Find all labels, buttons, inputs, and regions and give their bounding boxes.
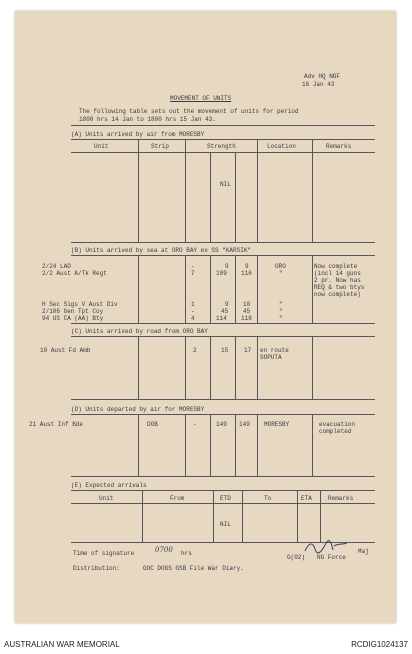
signature-time-unit: hrs — [181, 550, 192, 557]
sign-block-prefix: G(02) — [287, 554, 306, 561]
section-d-location: MORESBY — [264, 421, 290, 428]
section-d-top-rule — [71, 399, 375, 400]
section-b-unit: 2/24 LAD — [42, 263, 71, 270]
section-a-header-rule — [71, 139, 375, 140]
section-d-strength-3: 149 — [239, 421, 250, 428]
section-a-col-remarks: Remarks — [326, 143, 352, 150]
section-e-nil: NIL — [220, 521, 231, 528]
section-b-col-rule — [312, 255, 313, 323]
section-c-strength-2: 15 — [221, 347, 229, 354]
section-b-unit: 94 US CA (AA) Bty — [42, 315, 104, 322]
section-a-col-rule — [312, 139, 313, 242]
section-b-strength-2: 114 — [216, 315, 227, 322]
section-a-col-rule — [257, 139, 258, 242]
section-a-col-strip: Strip — [151, 143, 170, 150]
section-d-remark-1: evacuation — [319, 421, 356, 428]
section-c-strength-1: 2 — [193, 347, 197, 354]
sign-block-rank: Maj — [358, 548, 369, 555]
intro-line-2 — [79, 116, 216, 123]
section-a-top-rule — [71, 125, 375, 126]
section-e-col-to: To — [264, 495, 272, 502]
section-a-col-rule — [235, 152, 236, 242]
section-d-header-rule — [71, 414, 375, 415]
intro-text: Jan 43. — [190, 116, 216, 123]
section-b-unit: H Sec Sigs V Aust Div — [42, 301, 118, 308]
section-c-col-rule — [235, 336, 236, 399]
section-e-col-remarks: Remarks — [328, 495, 354, 502]
section-d-col-rule — [312, 414, 313, 476]
section-e-col-rule — [297, 490, 298, 542]
section-b-strength-3: 45 — [243, 308, 251, 315]
section-d-col-rule — [138, 414, 139, 476]
section-b-strength-3: 116 — [241, 270, 252, 277]
section-b-strength-3: 118 — [241, 315, 252, 322]
section-b-col-rule — [138, 255, 139, 323]
section-d-strip: DOB — [147, 421, 158, 428]
section-b-header-rule — [71, 255, 375, 256]
header-date-day: 16 — [302, 81, 310, 88]
section-e-header-rule — [71, 503, 375, 504]
section-e-col-rule — [320, 490, 321, 542]
intro-text: 1800 hrs — [79, 116, 108, 123]
section-b-remark: Now complete — [314, 263, 358, 270]
intro-line-1: The following table sets out the movement of units for period — [79, 108, 299, 115]
section-b-location: ORO — [275, 263, 286, 270]
header-date — [302, 81, 334, 88]
handwritten-signature — [303, 539, 349, 555]
section-d-col-rule — [210, 414, 211, 476]
section-b-strength-1: - — [191, 308, 195, 315]
section-b-remark: (incl 14 guns — [314, 270, 361, 277]
section-b-strength-3: 9 — [245, 263, 249, 270]
intro-text: Jan to 1800 hrs — [122, 116, 177, 123]
section-d-strength-1: - — [193, 421, 197, 428]
section-b-remark: REQ & two btys — [314, 284, 365, 291]
section-e-header-rule — [71, 490, 375, 491]
section-a-col-location: Location — [267, 143, 296, 150]
section-c-title: (C) Units arrived by road from ORO BAY — [71, 328, 208, 335]
section-b-strength-1: 1 — [191, 301, 195, 308]
section-e-col-from: From — [170, 495, 185, 502]
section-a-col-rule — [185, 139, 186, 242]
section-d-unit: 21 Aust Inf Bde — [29, 421, 84, 428]
section-e-col-eta: ETA — [301, 495, 312, 502]
section-b-col-rule — [210, 255, 211, 323]
section-c-header-rule — [71, 336, 375, 337]
section-c-location-1: en route — [260, 347, 289, 354]
intro-day-start: 14 — [111, 116, 119, 123]
section-e-col-rule — [242, 490, 243, 542]
section-c-col-rule — [185, 336, 186, 399]
signature-time-value: 0700 — [155, 546, 173, 554]
section-b-strength-2: 45 — [221, 308, 229, 315]
section-c-col-rule — [138, 336, 139, 399]
section-e-title: (E) Expected arrivals — [71, 482, 147, 489]
section-b-col-rule — [257, 255, 258, 323]
section-b-unit: 2/2 Aust A/Tk Regt — [42, 270, 107, 277]
section-c-location-2: SOPUTA — [260, 354, 282, 361]
section-b-location: " — [279, 301, 283, 308]
footer-bar — [0, 636, 412, 654]
section-c-unit: 10 Aust Fd Amb — [40, 347, 91, 354]
section-b-remark: 2 pr. Now has — [314, 277, 361, 284]
section-b-strength-3: 10 — [243, 301, 251, 308]
section-e-col-unit: Unit — [99, 495, 114, 502]
section-b-strength-2: 9 — [225, 301, 229, 308]
distribution-list: GOC DOGS GSB File War Diary. — [143, 565, 244, 572]
section-a-header-rule — [71, 152, 375, 153]
header-hq: Adv HQ NGF — [304, 73, 341, 80]
section-d-title: (D) Units departed by air for MORESBY — [71, 406, 205, 413]
section-c-col-rule — [257, 336, 258, 399]
section-b-location: " — [279, 270, 283, 277]
section-e-col-rule — [213, 490, 214, 542]
section-a-title: (A) Units arrived by air from MORESBY — [71, 131, 205, 138]
section-c-col-rule — [210, 336, 211, 399]
section-b-strength-2: 109 — [216, 270, 227, 277]
section-a-col-rule — [210, 152, 211, 242]
section-b-title: (B) Units arrived by sea at ORO BAY ex SS "KARSIK" — [71, 247, 252, 254]
footer-record-id: RCDIG1024137 — [351, 640, 408, 649]
header-date-rest: Jan 43 — [312, 81, 335, 88]
section-d-remark-2: completed — [319, 428, 352, 435]
section-e-col-rule — [142, 490, 143, 542]
section-a-col-rule — [138, 139, 139, 242]
section-b-strength-1: 7 — [191, 270, 195, 277]
section-b-unit: 2/106 Gen Tpt Coy — [42, 308, 104, 315]
section-c-strength-3: 17 — [244, 347, 252, 354]
footer-institution: AUSTRALIAN WAR MEMORIAL — [4, 640, 120, 649]
section-b-strength-1: 4 — [191, 315, 195, 322]
section-d-col-rule — [185, 414, 186, 476]
document-page — [15, 11, 396, 623]
section-b-col-rule — [185, 255, 186, 323]
section-b-strength-1: - — [191, 263, 195, 270]
section-a-col-strength: Strength — [207, 143, 236, 150]
section-a-bottom-rule — [71, 242, 375, 243]
section-b-remark: now complete) — [314, 291, 361, 298]
section-b-location: " — [279, 308, 283, 315]
section-e-col-etd: ETD — [220, 495, 231, 502]
sign-block-force: NG Force — [317, 554, 346, 561]
section-b-strength-2: 9 — [225, 263, 229, 270]
signature-time — [73, 550, 134, 557]
intro-day-end: 15 — [179, 116, 188, 123]
section-d-col-rule — [235, 414, 236, 476]
section-a-nil: NIL — [220, 181, 231, 188]
section-b-location: " — [279, 315, 283, 322]
section-d-bottom-rule — [71, 476, 375, 477]
section-a-col-unit: Unit — [94, 143, 109, 150]
section-c-top-rule — [71, 323, 375, 324]
section-d-strength-2: 149 — [216, 421, 227, 428]
signature-time-label: Time of signature — [73, 550, 135, 557]
section-b-col-rule — [235, 255, 236, 323]
page-title: MOVEMENT OF UNITS — [170, 95, 232, 102]
distribution-label: Distribution: — [73, 565, 120, 572]
section-d-col-rule — [257, 414, 258, 476]
section-c-col-rule — [312, 336, 313, 399]
